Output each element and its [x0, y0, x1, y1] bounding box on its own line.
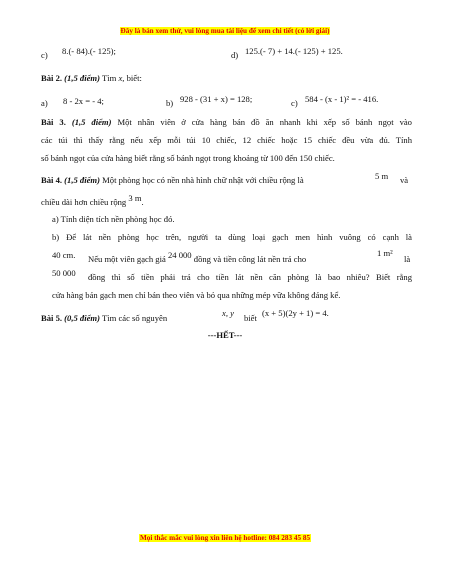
b2-var: x	[118, 73, 123, 83]
b2-c-label: c)	[291, 98, 298, 108]
b5-title: Bài 5.	[41, 313, 63, 323]
b5-points: (0,5 điểm)	[64, 313, 100, 323]
b4-b2-end: là	[404, 254, 411, 264]
b2-title: Bài 2.	[41, 73, 63, 83]
b4-line-2	[41, 193, 144, 208]
end-marker: ---HẾT---	[207, 330, 243, 340]
b4-points: (1,5 điểm)	[64, 175, 100, 185]
hotline-notice: Mọi thắc mắc vui lòng xin liên hệ hotline: 084 283 45 85	[139, 534, 311, 542]
b4-part-a: a) Tính diện tích nền phòng học đó.	[52, 214, 175, 224]
b4-title: Bài 4.	[41, 175, 63, 185]
b4-area: 1 m²	[377, 248, 393, 258]
b3-points: (1,5 điểm)	[71, 117, 112, 127]
b5-vars: x, y	[222, 308, 234, 318]
b2-heading	[41, 72, 142, 84]
b5-prompt-2: biết	[244, 313, 257, 323]
b4-part-b-3: đồng thì số tiền phải trả cho tiền lát nền căn phòng là bao nhiêu? Biết rằng	[88, 272, 412, 282]
b4-text-1: Một phòng học có nền nhà hình chữ nhật với chiều rộng là	[102, 175, 304, 185]
b2-points: (1,5 điểm)	[64, 73, 100, 83]
b5-prompt: Tìm các số nguyên	[101, 313, 168, 323]
b4-part-b-1: b) Để lát nền phòng học trên, người ta dùng loại gạch men hình vuông có cạnh là	[52, 232, 412, 242]
b2-b-label: b)	[166, 98, 174, 108]
b4-part-b-4: cửa hàng bán gạch men chỉ bán theo viên và bỏ qua những mép vữa không đáng kể.	[52, 290, 341, 300]
b4-tile-size: 40 cm.	[52, 250, 76, 260]
b4-part-b-2	[88, 250, 307, 265]
b1-d-expr: 125.(- 7) + 14.(- 125) + 125.	[245, 46, 343, 56]
b4-diff: 3 m	[128, 193, 142, 203]
b1-c-label: c)	[41, 50, 48, 60]
b3-title: Bài 3.	[41, 117, 66, 127]
b4-b2-text: Nếu một viên gạch giá	[88, 254, 166, 264]
b1-c-expr: 8.(- 84).(- 125);	[62, 46, 116, 56]
b2-a-expr: 8 - 2x = - 4;	[63, 96, 104, 106]
b5-expr: (x + 5)(2y + 1) = 4.	[262, 308, 329, 318]
b3-line-1	[41, 116, 412, 128]
b4-b2-text2: đồng và tiền công lát nền trả cho	[193, 254, 307, 264]
b4-line1-end: và	[400, 175, 409, 185]
b4-labor-cost: 50 000	[52, 268, 76, 278]
preview-notice: Đây là bản xem thử, vui lòng mua tài liệu để xem chi tiết (có lời giải)	[120, 27, 330, 35]
b4-line2-end: .	[141, 197, 144, 207]
b2-a-label: a)	[41, 98, 48, 108]
b3-line-2: các túi thì thấy rằng nếu xếp mỗi túi 10 chiếc, 12 chiếc hoặc 15 chiếc đều vừa đủ. Tính	[41, 135, 412, 145]
b1-d-label: d)	[231, 50, 239, 60]
b2-prompt-end: , biết:	[122, 73, 142, 83]
b2-prompt: Tìm	[101, 73, 117, 83]
b5-heading	[41, 312, 167, 324]
b4-line-1	[41, 174, 304, 186]
b3-line-3: số bánh ngọt của cửa hàng biết rằng số bánh ngọt trong khoảng từ 100 đến 150 chiếc.	[41, 153, 335, 163]
b2-c-expr: 584 - (x - 1)² = - 416.	[305, 94, 379, 104]
b4-text-2: chiều dài hơn chiều rộng	[41, 197, 127, 207]
b4-price: 24 000	[167, 250, 192, 260]
b3-text-1: Một nhân viên ở cửa hàng bán đồ ăn nhanh khi xếp số bánh ngọt vào	[117, 117, 412, 127]
b2-b-expr: 928 - (31 + x) = 128;	[180, 94, 253, 104]
b4-width: 5 m	[375, 171, 389, 181]
